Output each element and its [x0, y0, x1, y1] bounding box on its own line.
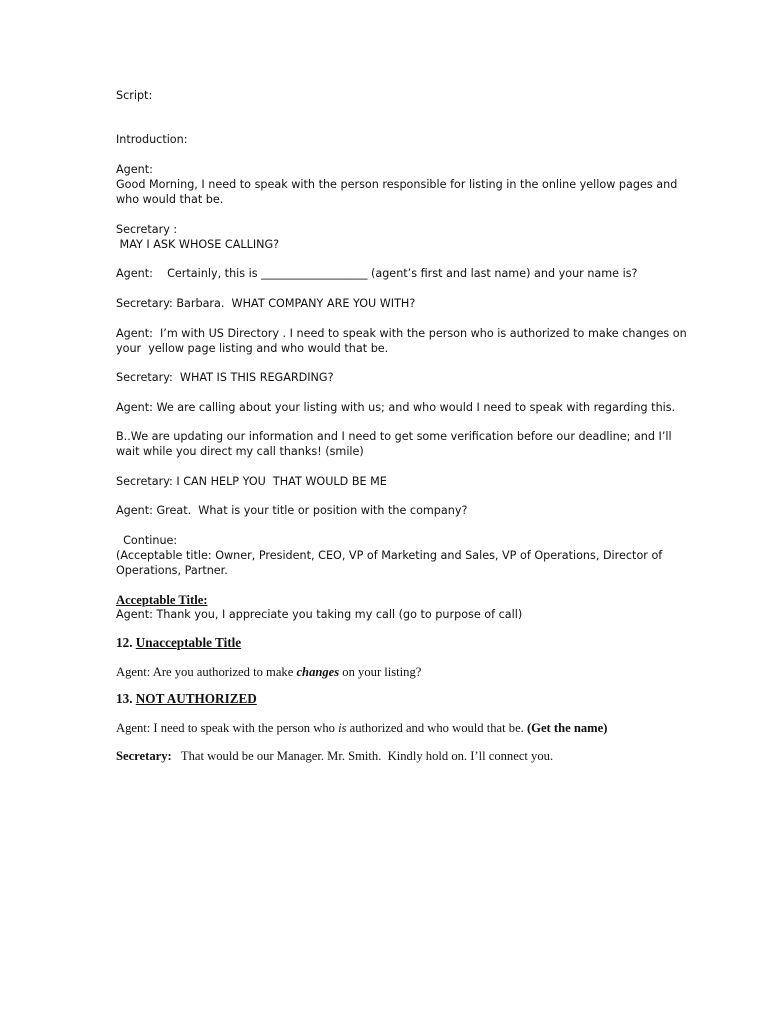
agent-us-directory-line-2: your yellow page listing and who would that be.: [116, 342, 389, 355]
agent-authorized-text-pre: Agent: Are you authorized to make: [116, 665, 297, 679]
agent-authorized-emphasis: changes: [296, 665, 340, 679]
secretary-final-text: That would be our Manager. Mr. Smith. Kindly hold on. I’ll connect you.: [171, 749, 554, 763]
secretary-can-help-line: Secretary: I CAN HELP YOU THAT WOULD BE ME: [116, 475, 387, 488]
agent-need-emphasis: is: [338, 721, 347, 735]
agent-introduction-line: Agent: Certainly, this is ___________________ (agent’s first and last name) and your name is?: [116, 267, 638, 280]
agent-authorized-text-post: on your listing?: [339, 665, 422, 679]
secretary-barbara-line: Secretary: Barbara. WHAT COMPANY ARE YOU WITH?: [116, 297, 416, 310]
agent-greeting-line-2: who would that be.: [116, 193, 224, 206]
agent-need-authorized-line: [116, 720, 607, 736]
agent-calling-about-line: Agent: We are calling about your listing with us; and who would I need to speak with regarding this.: [116, 401, 676, 414]
agent-greeting-line-1: Good Morning, I need to speak with the person responsible for listing in the online yellow pages and: [116, 178, 678, 191]
acceptable-title-heading: Acceptable Title:: [116, 593, 208, 607]
agent-label: Agent:: [116, 163, 153, 176]
agent-need-text-pre: Agent: I need to speak with the person who: [116, 721, 339, 735]
section-13-title: NOT AUTHORIZED: [135, 691, 257, 706]
introduction-label: Introduction:: [116, 133, 188, 146]
agent-great-line: Agent: Great. What is your title or position with the company?: [116, 504, 468, 517]
b-updating-line-1: B..We are updating our information and I need to get some verification before our deadline; and I’ll: [116, 430, 672, 443]
agent-authorized-question: [116, 664, 421, 680]
section-12-heading: [116, 635, 241, 651]
section-13-heading: [116, 691, 257, 707]
script-label: Script:: [116, 89, 153, 102]
agent-us-directory-line-1: Agent: I’m with US Directory . I need to speak with the person who is authorized to make changes on: [116, 327, 687, 340]
section-12-number: 12.: [116, 635, 136, 650]
secretary-label: Secretary :: [116, 223, 178, 236]
secretary-final-line: [116, 748, 553, 764]
b-updating-line-2: wait while you direct my call thanks! (smile): [116, 445, 364, 458]
section-13-number: 13.: [116, 691, 136, 706]
section-12-title: Unacceptable Title: [135, 635, 242, 650]
agent-thank-you-line: Agent: Thank you, I appreciate you taking my call (go to purpose of call): [116, 608, 523, 621]
continue-label: Continue:: [116, 534, 178, 547]
secretary-final-label: Secretary:: [116, 749, 172, 763]
secretary-question-whose-calling: MAY I ASK WHOSE CALLING?: [116, 238, 280, 251]
acceptable-titles-line-2: Operations, Partner.: [116, 564, 228, 577]
agent-need-text-post: authorized and who would that be.: [346, 721, 527, 735]
acceptable-titles-line-1: (Acceptable title: Owner, President, CEO, VP of Marketing and Sales, VP of Operations, Director of: [116, 549, 663, 562]
secretary-regarding-line: Secretary: WHAT IS THIS REGARDING?: [116, 371, 334, 384]
get-the-name-note: (Get the name): [526, 721, 608, 735]
